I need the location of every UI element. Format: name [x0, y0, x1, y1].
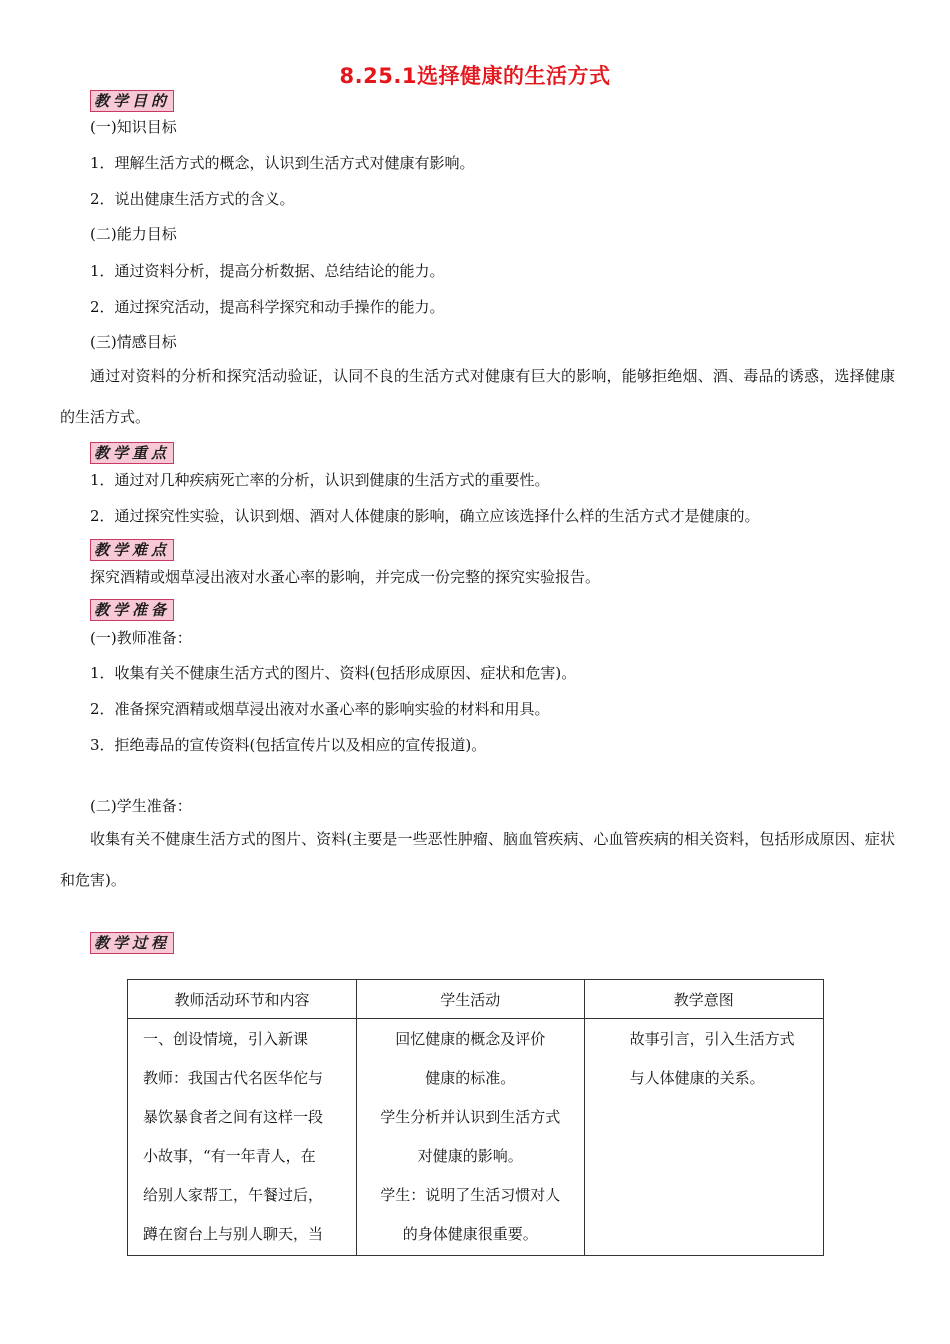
- teacher-prep-item-1: 1．收集有关不健康生活方式的图片、资料(包括形成原因、症状和危害)。: [90, 664, 577, 682]
- teaching-intent-cell: [584, 1019, 823, 1256]
- student-line: 对健康的影响。: [417, 1147, 523, 1165]
- student-prep-paragraph: 收集有关不健康生活方式的图片、资料(主要是一些恶性肿瘤、脑血管疾病、心血管疾病的相关资料，包括形成原因、症状和危害)。: [60, 830, 895, 889]
- table-row: [128, 1019, 824, 1256]
- ability-item-2: 2．通过探究活动，提高科学探究和动手操作的能力。: [90, 298, 445, 316]
- teacher-line: 小故事，“有一年青人，在: [143, 1147, 316, 1165]
- teacher-prep-heading: (一)教师准备：: [90, 629, 192, 647]
- student-prep-heading: (二)学生准备：: [90, 797, 192, 815]
- student-line: 健康的标准。: [425, 1069, 516, 1087]
- table-header-teacher: 教师活动环节和内容: [128, 980, 357, 1019]
- teacher-line: 教师：我国古代名医华佗与: [143, 1069, 324, 1087]
- section-tag-objectives: 教学目的: [90, 90, 174, 112]
- knowledge-heading: (一)知识目标: [90, 118, 177, 136]
- teacher-prep-item-2: 2．准备探究酒精或烟草浸出液对水蚤心率的影响实验的材料和用具。: [90, 700, 550, 718]
- emotion-paragraph: 通过对资料的分析和探究活动验证，认同不良的生活方式对健康有巨大的影响，能够拒绝烟、酒、毒品的诱惑，选择健康的生活方式。: [60, 367, 895, 426]
- page-title: 8.25.1选择健康的生活方式: [339, 64, 611, 88]
- table-header-intent: 教学意图: [584, 980, 823, 1019]
- intent-line: 故事引言，引入生活方式: [629, 1030, 795, 1048]
- intent-line: 与人体健康的关系。: [629, 1069, 765, 1087]
- table-header-student: 学生活动: [356, 980, 584, 1019]
- knowledge-item-1: 1．理解生活方式的概念，认识到生活方式对健康有影响。: [90, 154, 475, 172]
- student-line: 学生：说明了生活习惯对人: [380, 1186, 561, 1204]
- section-tag-key-points: 教学重点: [90, 442, 174, 464]
- knowledge-item-2: 2．说出健康生活方式的含义。: [90, 190, 295, 208]
- student-line: 的身体健康很重要。: [402, 1225, 538, 1243]
- emotion-heading: (三)情感目标: [90, 333, 177, 351]
- ability-heading: (二)能力目标: [90, 225, 177, 243]
- student-line: 回忆健康的概念及评价: [395, 1030, 546, 1048]
- section-tag-difficulties: 教学难点: [90, 539, 174, 561]
- teacher-line: 一、创设情境，引入新课: [143, 1030, 309, 1048]
- difficulty-text: 探究酒精或烟草浸出液对水蚤心率的影响，并完成一份完整的探究实验报告。: [90, 568, 601, 586]
- teacher-line: 蹲在窗台上与别人聊天，当: [143, 1225, 324, 1243]
- student-activity-cell: [356, 1019, 584, 1256]
- section-tag-process: 教学过程: [90, 932, 174, 954]
- teacher-prep-item-3: 3．拒绝毒品的宣传资料(包括宣传片以及相应的宣传报道)。: [90, 736, 487, 754]
- student-line: 学生分析并认识到生活方式: [380, 1108, 561, 1126]
- lesson-process-table: [127, 979, 824, 1256]
- key-point-2: 2．通过探究性实验，认识到烟、酒对人体健康的影响，确立应该选择什么样的生活方式才是健康的。: [90, 507, 760, 525]
- teacher-line: 给别人家帮工，午餐过后，: [143, 1186, 324, 1204]
- teacher-activity-cell: [128, 1019, 357, 1256]
- ability-item-1: 1．通过资料分析，提高分析数据、总结结论的能力。: [90, 262, 445, 280]
- key-point-1: 1．通过对几种疾病死亡率的分析，认识到健康的生活方式的重要性。: [90, 471, 550, 489]
- table-header-row: [128, 980, 824, 1019]
- section-tag-preparation: 教学准备: [90, 599, 174, 621]
- teacher-line: 暴饮暴食者之间有这样一段: [143, 1108, 324, 1126]
